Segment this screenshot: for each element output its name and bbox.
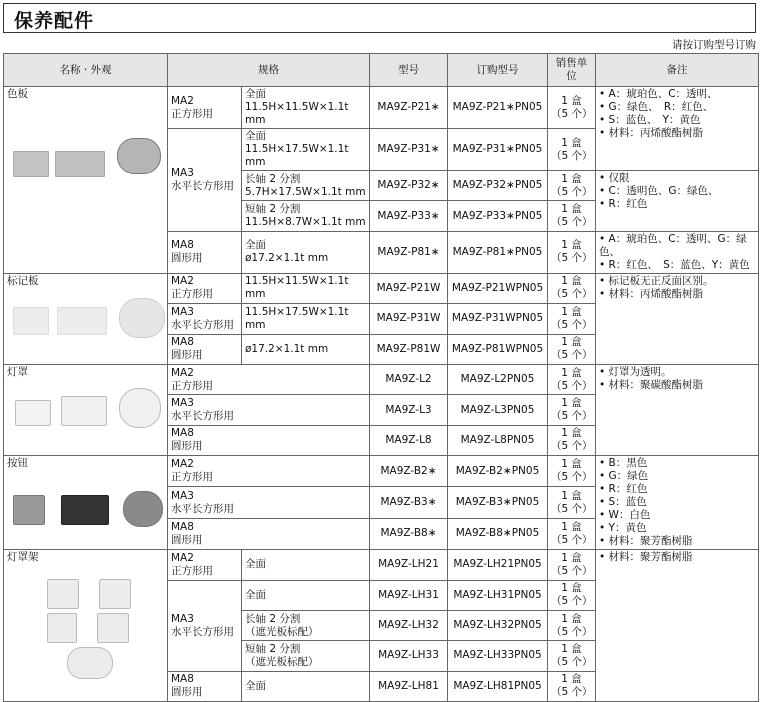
order-cell: MA9Z-LH21PN05 <box>448 550 548 580</box>
sales-unit: 1 盒 （5 个） <box>548 334 596 364</box>
sales-unit: 1 盒 （5 个） <box>548 610 596 640</box>
order-cell: MA9Z-P21WPN05 <box>448 273 548 303</box>
model-cell: MA9Z-L8 <box>370 425 448 455</box>
size-cell: MA3 水平长方形用 <box>168 395 370 425</box>
model-cell: MA9Z-LH33 <box>370 641 448 671</box>
product-image <box>119 298 165 338</box>
remark-list: • A：琥珀色、C：透明、G：绿色、 • R：红色、 S：蓝色、Y：黄色 <box>599 233 755 272</box>
spec-cell: 长轴 2 分割 （遮光板标配） <box>242 610 370 640</box>
sales-unit: 1 盒 （5 个） <box>548 201 596 231</box>
sales-unit: 1 盒 （5 个） <box>548 171 596 201</box>
model-cell: MA9Z-LH81 <box>370 671 448 701</box>
model-cell: MA9Z-P33∗ <box>370 201 448 231</box>
product-image <box>57 307 107 335</box>
order-note: 请按订购型号订购 <box>672 39 756 51</box>
order-cell: MA9Z-LH81PN05 <box>448 671 548 701</box>
sales-unit: 1 盒 （5 个） <box>548 304 596 334</box>
remark-cell <box>596 231 759 273</box>
product-image <box>55 151 105 177</box>
size-cell: MA2 正方形用 <box>168 456 370 487</box>
model-cell: MA9Z-P21∗ <box>370 87 448 129</box>
sales-unit: 1 盒 （5 个） <box>548 518 596 549</box>
product-image <box>13 495 45 525</box>
category-name: 色板 <box>7 88 28 100</box>
product-image <box>61 495 109 525</box>
model-cell: MA9Z-LH31 <box>370 580 448 610</box>
remark-cell <box>596 456 759 550</box>
model-cell: MA9Z-L3 <box>370 395 448 425</box>
product-image <box>47 579 79 609</box>
model-cell: MA9Z-B3∗ <box>370 487 448 518</box>
category-name: 灯罩 <box>7 365 28 378</box>
size-cell: MA8 圆形用 <box>168 334 242 364</box>
table-row <box>4 87 759 129</box>
header-remark: 备注 <box>596 54 759 87</box>
remark-cell <box>596 364 759 455</box>
model-cell: MA9Z-P81∗ <box>370 231 448 273</box>
order-cell: MA9Z-L3PN05 <box>448 395 548 425</box>
sales-unit: 1 盒 （5 个） <box>548 641 596 671</box>
category-color-plate <box>4 87 168 274</box>
header-model: 型号 <box>370 54 448 87</box>
model-cell: MA9Z-P21W <box>370 273 448 303</box>
size-cell: MA3 水平长方形用 <box>168 580 242 671</box>
product-image <box>119 388 161 428</box>
product-image <box>123 491 163 527</box>
table-row <box>4 364 759 394</box>
sales-unit: 1 盒 （5 个） <box>548 87 596 129</box>
table-header <box>4 54 759 87</box>
product-image <box>117 138 161 174</box>
size-cell: MA2 正方形用 <box>168 364 370 394</box>
order-cell: MA9Z-LH31PN05 <box>448 580 548 610</box>
model-cell: MA9Z-B8∗ <box>370 518 448 549</box>
remark-list: • 材料：聚芳酯树脂 <box>599 551 755 564</box>
model-cell: MA9Z-P31W <box>370 304 448 334</box>
product-image <box>47 613 77 643</box>
spec-cell: 全面 <box>242 671 370 701</box>
spec-cell: 11.5H×11.5W×1.1t mm <box>242 273 370 303</box>
sales-unit: 1 盒 （5 个） <box>548 231 596 273</box>
remark-cell <box>596 171 759 232</box>
category-lamp-cover <box>4 364 168 455</box>
remark-cell <box>596 273 759 364</box>
remark-list: • A：琥珀色、C：透明、 • G：绿色、 R：红色、 • S：蓝色、 Y：黄色 • 材料：丙烯酸酯树脂 <box>599 88 755 140</box>
size-cell: MA8 圆形用 <box>168 425 370 455</box>
product-image <box>13 307 49 335</box>
order-cell: MA9Z-P31WPN05 <box>448 304 548 334</box>
category-label-plate <box>4 273 168 364</box>
remark-list: • 灯罩为透明。 • 材料：聚碳酸酯树脂 <box>599 366 755 392</box>
order-cell: MA9Z-P32∗PN05 <box>448 171 548 201</box>
spec-cell: 11.5H×17.5W×1.1t mm <box>242 304 370 334</box>
size-cell: MA3 水平长方形用 <box>168 304 242 334</box>
category-name: 按钮 <box>7 457 28 470</box>
product-image <box>67 647 113 679</box>
order-cell: MA9Z-B8∗PN05 <box>448 518 548 549</box>
order-cell: MA9Z-B2∗PN05 <box>448 456 548 487</box>
size-cell: MA3 水平长方形用 <box>168 129 242 232</box>
model-cell: MA9Z-B2∗ <box>370 456 448 487</box>
table-row <box>4 550 759 580</box>
sales-unit: 1 盒 （5 个） <box>548 395 596 425</box>
model-cell: MA9Z-P81W <box>370 334 448 364</box>
table-row <box>4 456 759 487</box>
sales-unit: 1 盒 （5 个） <box>548 129 596 171</box>
table-row <box>4 273 759 303</box>
remark-cell <box>596 550 759 702</box>
spec-cell: 全面 11.5H×11.5W×1.1t mm <box>242 87 370 129</box>
title-bar <box>3 3 756 33</box>
product-image <box>13 151 49 177</box>
sales-unit: 1 盒 （5 个） <box>548 456 596 487</box>
order-cell: MA9Z-P33∗PN05 <box>448 201 548 231</box>
header-order: 订购型号 <box>448 54 548 87</box>
spec-cell: 全面 11.5H×17.5W×1.1t mm <box>242 129 370 171</box>
sales-unit: 1 盒 （5 个） <box>548 425 596 455</box>
order-cell: MA9Z-P81WPN05 <box>448 334 548 364</box>
remark-list: • B：黑色 • G：绿色 • R：红色 • S：蓝色 • W：白色 • Y：黄色 • 材料：聚芳酯树脂 <box>599 457 755 548</box>
spec-cell: 短轴 2 分割 （遮光板标配） <box>242 641 370 671</box>
category-button <box>4 456 168 550</box>
model-cell: MA9Z-P31∗ <box>370 129 448 171</box>
product-image <box>15 400 51 426</box>
order-cell: MA9Z-P31∗PN05 <box>448 129 548 171</box>
spec-cell: ø17.2×1.1t mm <box>242 334 370 364</box>
header-name: 名称 · 外观 <box>4 54 168 87</box>
order-cell: MA9Z-P21∗PN05 <box>448 87 548 129</box>
sales-unit: 1 盒 （5 个） <box>548 364 596 394</box>
category-name: 灯罩架 <box>7 551 39 564</box>
order-cell: MA9Z-L8PN05 <box>448 425 548 455</box>
remark-list: • 标记板无正反面区别。 • 材料：丙烯酸酯树脂 <box>599 275 755 301</box>
size-cell: MA2 正方形用 <box>168 273 242 303</box>
order-cell: MA9Z-B3∗PN05 <box>448 487 548 518</box>
model-cell: MA9Z-LH21 <box>370 550 448 580</box>
order-cell: MA9Z-LH32PN05 <box>448 610 548 640</box>
size-cell: MA2 正方形用 <box>168 550 242 580</box>
spec-cell: 全面 ø17.2×1.1t mm <box>242 231 370 273</box>
sales-unit: 1 盒 （5 个） <box>548 580 596 610</box>
model-cell: MA9Z-LH32 <box>370 610 448 640</box>
size-cell: MA8 圆形用 <box>168 671 242 701</box>
order-cell: MA9Z-P81∗PN05 <box>448 231 548 273</box>
product-image <box>99 579 131 609</box>
order-cell: MA9Z-L2PN05 <box>448 364 548 394</box>
spec-cell: 全面 <box>242 580 370 610</box>
size-cell: MA2 正方形用 <box>168 87 242 129</box>
category-lamp-holder <box>4 550 168 702</box>
header-spec: 规格 <box>168 54 370 87</box>
spec-cell: 短轴 2 分割 11.5H×8.7W×1.1t mm <box>242 201 370 231</box>
size-cell: MA8 圆形用 <box>168 231 242 273</box>
size-cell: MA3 水平长方形用 <box>168 487 370 518</box>
product-image <box>97 613 129 643</box>
model-cell: MA9Z-P32∗ <box>370 171 448 201</box>
model-cell: MA9Z-L2 <box>370 364 448 394</box>
page-title: 保养配件 <box>14 10 95 32</box>
size-cell: MA8 圆形用 <box>168 518 370 549</box>
sales-unit: 1 盒 （5 个） <box>548 671 596 701</box>
sales-unit: 1 盒 （5 个） <box>548 487 596 518</box>
spec-cell: 全面 <box>242 550 370 580</box>
sales-unit: 1 盒 （5 个） <box>548 273 596 303</box>
parts-table <box>3 53 759 702</box>
remark-cell <box>596 87 759 171</box>
remark-list: • 仅限 • C：透明色、G：绿色、 • R：红色 <box>599 172 755 211</box>
order-cell: MA9Z-LH33PN05 <box>448 641 548 671</box>
spec-cell: 长轴 2 分割 5.7H×17.5W×1.1t mm <box>242 171 370 201</box>
header-unit: 销售单位 <box>548 54 596 87</box>
product-image <box>61 396 107 426</box>
sales-unit: 1 盒 （5 个） <box>548 550 596 580</box>
category-name: 标记板 <box>7 274 39 287</box>
